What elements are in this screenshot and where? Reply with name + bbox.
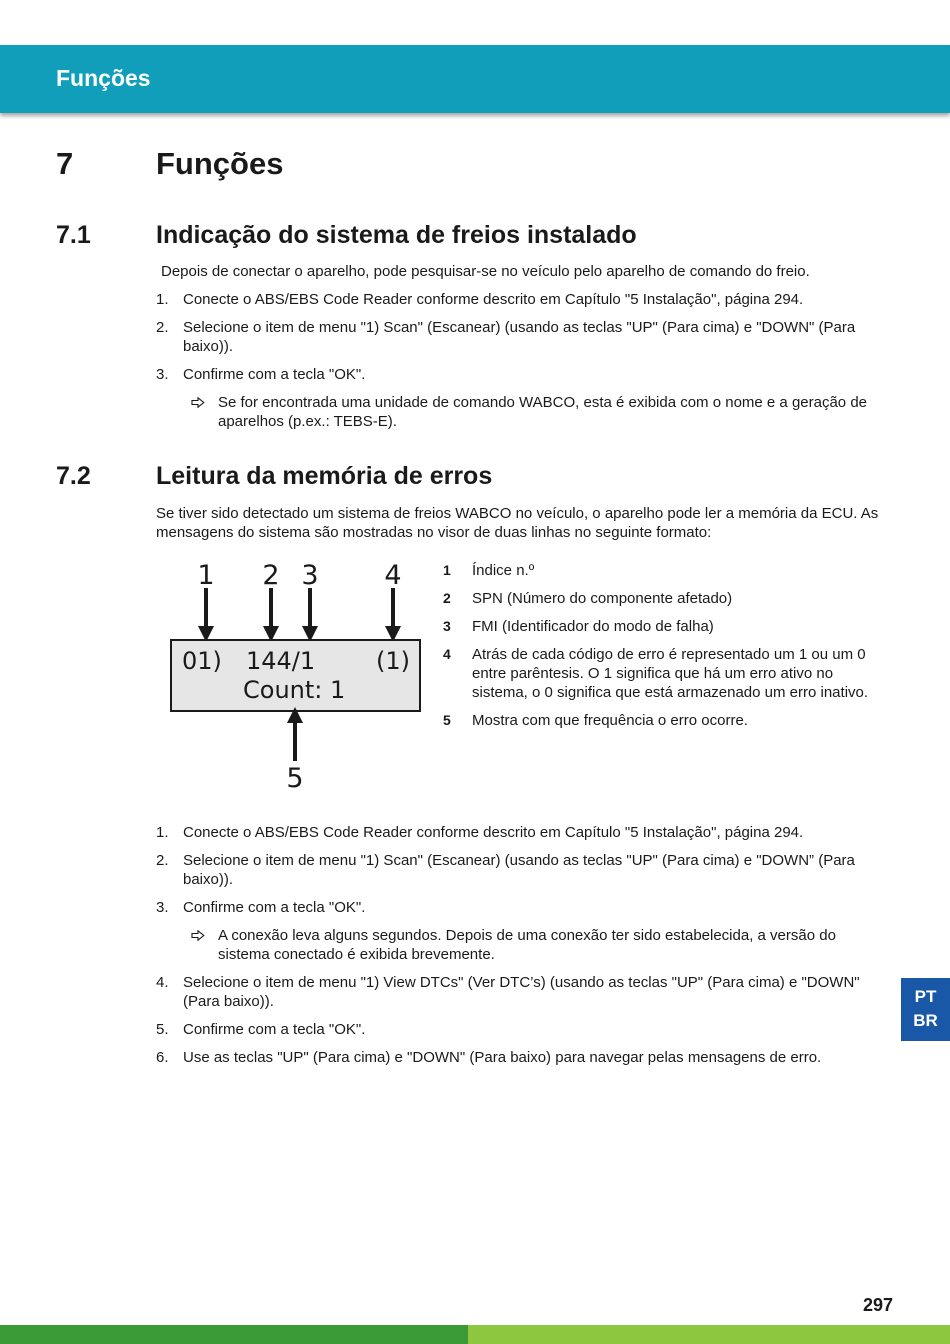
list-item-number: 2. (156, 852, 169, 869)
display-state: (1) (376, 647, 410, 675)
language-tab-line-1: PT (914, 987, 937, 1006)
legend-key: 3 (443, 618, 451, 634)
hollow-arrow-right-icon (191, 930, 205, 941)
list-item-number: 3. (156, 366, 169, 383)
section-7-1-title: Indicação do sistema de freios instalado (156, 221, 637, 249)
section-7-1-number: 7.1 (56, 221, 91, 249)
chapter-number: 7 (56, 146, 74, 181)
diagram-legend (443, 561, 883, 739)
list-item (156, 365, 876, 384)
list-item (156, 973, 876, 1011)
callout-3: 3 (301, 560, 319, 591)
page-number: 297 (862, 1295, 893, 1315)
legend-key: 2 (443, 590, 451, 606)
list-item-number: 5. (156, 1021, 169, 1038)
legend-item (443, 711, 883, 730)
legend-text: Atrás de cada código de erro é representado um 1 ou um 0 entre parêntesis. O 1 significa que há um erro ativo no sistema, o 0 significa que está armazenado um erro inativo. (472, 646, 869, 701)
language-tab (901, 978, 950, 1041)
section-7-2-steps (156, 823, 876, 1076)
list-item (156, 851, 876, 889)
list-item-text: Confirme com a tecla "OK". (183, 366, 366, 383)
section-7-2-intro: Se tiver sido detectado um sistema de freios WABCO no veículo, o aparelho pode ler a memória da ECU. As mensagens do sistema são mostradas no visor de duas linhas no seguinte formato: (156, 505, 879, 541)
legend-text: SPN (Número do componente afetado) (472, 590, 733, 607)
callout-5: 5 (286, 763, 304, 794)
language-tab-line-2: BR (913, 1011, 938, 1030)
list-item-number: 2. (156, 319, 169, 336)
list-item (156, 1048, 876, 1067)
legend-text: Mostra com que frequência o erro ocorre. (472, 712, 748, 729)
display-code: 144/1 (246, 647, 316, 675)
callout-1: 1 (197, 560, 215, 591)
display-index: 01) (182, 647, 222, 675)
legend-item (443, 561, 883, 580)
legend-item (443, 645, 883, 702)
list-item-number: 3. (156, 899, 169, 916)
callout-4: 4 (384, 560, 402, 591)
list-item-text: Selecione o item de menu "1) Scan" (Escanear) (usando as teclas "UP" (Para cima) e "DOWN" (Para baixo)). (183, 319, 856, 355)
list-item-number: 6. (156, 1049, 169, 1066)
section-7-1-steps (156, 290, 876, 440)
legend-item (443, 589, 883, 608)
section-7-2-title: Leitura da memória de erros (156, 462, 493, 490)
list-item (156, 290, 876, 309)
list-item-text: Selecione o item de menu "1) View DTCs" (Ver DTC’s) (usando as teclas "UP" (Para cima) e "DOWN" (Para baixo)). (183, 974, 860, 1010)
result-text: A conexão leva alguns segundos. Depois de uma conexão ter sido estabelecida, a versão do sistema conectado é exibida brevemente. (218, 927, 836, 963)
list-item (156, 318, 876, 356)
legend-text: FMI (Identificador do modo de falha) (472, 618, 714, 635)
header-title: Funções (56, 65, 151, 91)
list-item-text: Conecte o ABS/EBS Code Reader conforme descrito em Capítulo "5 Instalação", página 294. (183, 824, 804, 841)
list-item-text: Conecte o ABS/EBS Code Reader conforme descrito em Capítulo "5 Instalação", página 294. (183, 291, 804, 308)
footer-band-light (468, 1325, 950, 1344)
hollow-arrow-right-icon (191, 397, 205, 408)
legend-item (443, 617, 883, 636)
list-item-number: 1. (156, 291, 169, 308)
list-item (156, 823, 876, 842)
legend-key: 5 (443, 712, 451, 728)
list-item-text: Selecione o item de menu "1) Scan" (Escanear) (usando as teclas "UP" (Para cima) e "DOWN” (Para baixo)). (183, 852, 855, 888)
list-item (156, 1020, 876, 1039)
list-item (156, 898, 876, 917)
list-item-text: Confirme com a tecla "OK". (183, 1021, 366, 1038)
error-display-diagram (165, 555, 435, 800)
list-item-text: Use as teclas "UP" (Para cima) e "DOWN" (Para baixo) para navegar pelas mensagens de erro. (183, 1049, 822, 1066)
callout-2: 2 (262, 560, 280, 591)
chapter-title: Funções (156, 146, 284, 181)
legend-text: Índice n.º (472, 562, 535, 579)
list-item-text: Confirme com a tecla "OK". (183, 899, 366, 916)
legend-key: 1 (443, 562, 451, 578)
result-text: Se for encontrada uma unidade de comando WABCO, esta é exibida com o nome e a geração de aparelhos (p.ex.: TEBS-E). (218, 394, 867, 430)
list-item-number: 4. (156, 974, 169, 991)
result-item (156, 393, 876, 431)
header-band (0, 45, 950, 113)
display-count: Count: 1 (243, 676, 346, 704)
list-item-number: 1. (156, 824, 169, 841)
section-7-1-intro: Depois de conectar o aparelho, pode pesquisar-se no veículo pelo aparelho de comando do freio. (161, 263, 810, 280)
section-7-2-number: 7.2 (56, 462, 91, 490)
footer-band-dark (0, 1325, 468, 1344)
legend-key: 4 (443, 646, 451, 662)
result-item (156, 926, 876, 964)
